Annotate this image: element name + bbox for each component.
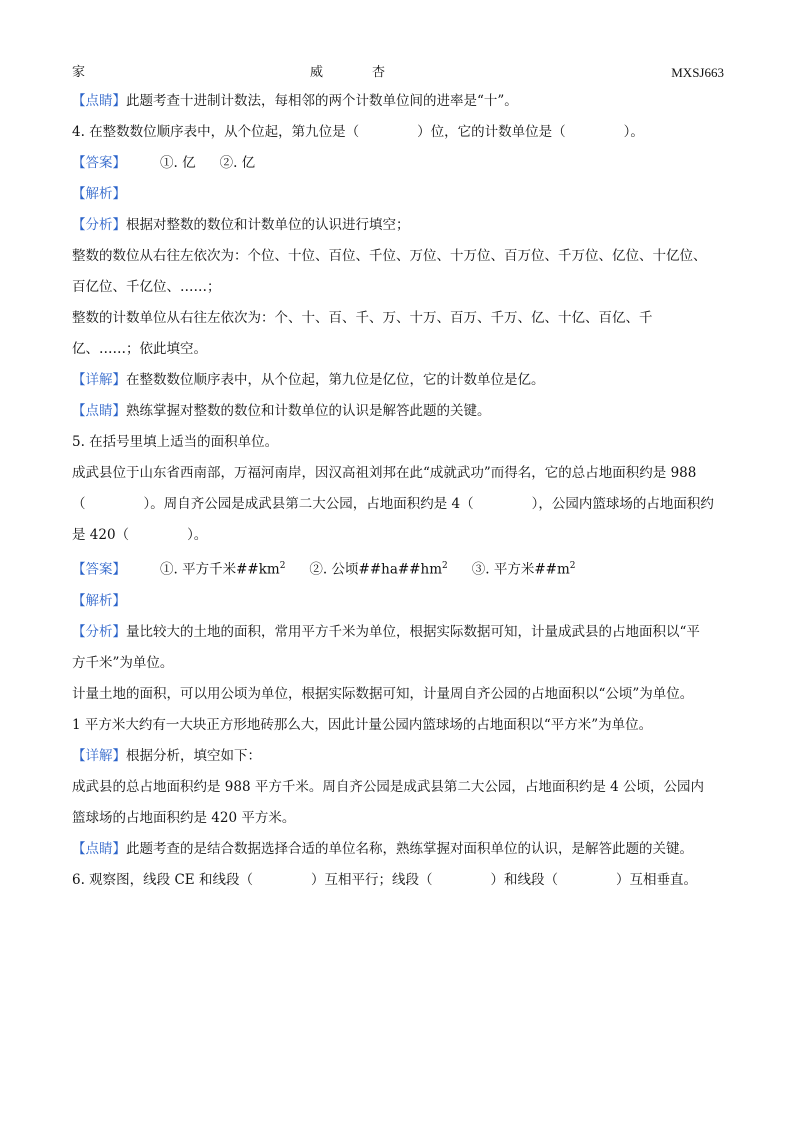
- answer-4-1: ①. 亿: [160, 155, 196, 171]
- answer-5-2-text: ②. 公顷##ha##hm: [309, 561, 442, 578]
- tag-fenxi: 【分析】: [72, 217, 126, 233]
- tag-xiangjie: 【详解】: [72, 372, 126, 388]
- q5-p3-b: ）。: [187, 527, 208, 543]
- dianjing-4: [72, 396, 724, 427]
- dianjing-5-text: 此题考查的是结合数据选择合适的单位名称，熟练掌握对面积单位的认识，是解答此题的关键。: [126, 840, 693, 857]
- para-5-1: 计量土地的面积，可以用公顷为单位，根据实际数据可知，计量周自齐公园的占地面积以“公顷”为单位。: [72, 685, 694, 702]
- tag-xiangjie: 【详解】: [72, 747, 126, 764]
- para-5-2: 1 平方米大约有一大块正方形地砖那么大，因此计量公园内篮球场的占地面积以“平方米”为单位。: [72, 716, 653, 733]
- fenxi-5-cont: 方千米”为单位。: [72, 654, 174, 671]
- document-page: [72, 60, 724, 896]
- answer-5: [72, 551, 724, 586]
- header-code: MXSJ663: [671, 65, 724, 80]
- tag-answer: 【答案】: [72, 561, 126, 578]
- answer-5-3: [472, 551, 576, 586]
- xiangjie-4: [72, 365, 724, 396]
- superscript-2: 2: [569, 561, 576, 571]
- fenxi-4-text: 根据对整数的数位和计数单位的认识进行填空；: [126, 217, 410, 233]
- tag-answer: 【答案】: [72, 155, 126, 171]
- tag-dianjing: 【点睛】: [72, 403, 126, 419]
- para-5-4: 篮球场的占地面积约是 420 平方米。: [72, 809, 296, 826]
- para-4-1: 整数的数位从右往左依次为：个位、十位、百位、千位、万位、十万位、百万位、千万位、亿位、十亿位、: [72, 248, 707, 264]
- fenxi-4: [72, 210, 724, 241]
- header-mid-1: 威: [310, 65, 324, 80]
- answer-4: [72, 148, 724, 179]
- dianjing-5: [72, 834, 724, 865]
- q4-part-a: 4. 在整数数位顺序表中，从个位起，第九位是（: [72, 124, 360, 140]
- xiangjie-5-text: 根据分析，填空如下：: [126, 747, 261, 764]
- superscript-2: 2: [279, 561, 286, 571]
- fenxi-5: [72, 617, 724, 648]
- question-5-para-2: [72, 489, 724, 520]
- q5-p2-c: ），公园内篮球场的占地面积约: [531, 496, 714, 512]
- question-5-para-3: [72, 520, 724, 551]
- jiexi-4: [72, 179, 724, 210]
- header-mid-2: 杏: [372, 65, 386, 80]
- answer-5-3-text: ③. 平方米##m: [471, 561, 570, 578]
- superscript-2: 2: [442, 561, 448, 571]
- answer-4-2: ②. 亿: [219, 155, 256, 171]
- xiangjie-4-text: 在整数数位顺序表中，从个位起，第九位是亿位，它的计数单位是亿。: [126, 372, 545, 388]
- jiexi-5: [72, 586, 724, 617]
- question-4: [72, 117, 724, 148]
- q5-p2-a: （: [72, 496, 86, 512]
- tag-jiexi: 【解析】: [72, 186, 126, 202]
- fenxi-5-text: 量比较大的土地的面积，常用平方千米为单位，根据实际数据可知，计量成武县的占地面积以“平: [126, 623, 700, 640]
- q6-part-c: ）和线段（: [490, 871, 558, 888]
- q5-p2-b: ）。周自齐公园是成武县第二大公园，占地面积约是 4（: [143, 496, 474, 512]
- question-5: 5. 在括号里填上适当的面积单位。: [72, 434, 279, 450]
- q6-part-b: ）互相平行；线段（: [310, 871, 433, 888]
- tag-dianjing: 【点睛】: [72, 93, 126, 109]
- para-4-4: 亿、……；依此填空。: [72, 341, 207, 357]
- answer-5-1: [160, 551, 285, 586]
- tag-fenxi: 【分析】: [72, 623, 126, 640]
- dianjing-4-text: 熟练掌握对整数的数位和计数单位的认识是解答此题的关键。: [126, 403, 491, 419]
- question-5-para-1: 成武县位于山东省西南部，万福河南岸，因汉高祖刘邦在此“成就武功”而得名，它的总占地面积约是 988: [72, 465, 697, 481]
- para-5-3: 成武县的总占地面积约是 988 平方千米。周自齐公园是成武县第二大公园，占地面积约是 4 公顷，公园内: [72, 778, 705, 795]
- q5-p3-a: 是 420（: [72, 527, 130, 543]
- q6-part-a: 6. 观察图，线段 CE 和线段（: [72, 871, 253, 888]
- tag-jiexi: 【解析】: [72, 592, 126, 609]
- question-6: [72, 865, 724, 896]
- q6-part-d: ）互相垂直。: [615, 871, 697, 888]
- xiangjie-5: [72, 741, 724, 772]
- q4-part-c: ）。: [623, 124, 644, 140]
- answer-5-1-text: ①. 平方千米##km: [160, 561, 280, 578]
- answer-5-2: [309, 551, 447, 586]
- header-left: 家: [72, 65, 86, 80]
- dianjing-3: [72, 86, 724, 117]
- para-4-2: 百亿位、千亿位、……；: [72, 279, 221, 295]
- dianjing-3-text: 此题考查十进制计数法，每相邻的两个计数单位间的进率是“十”。: [126, 93, 518, 109]
- page-header: [72, 60, 724, 86]
- tag-dianjing: 【点睛】: [72, 840, 126, 857]
- para-4-3: 整数的计数单位从右往左依次为：个、十、百、千、万、十万、百万、千万、亿、十亿、百亿、千: [72, 310, 653, 326]
- q4-part-b: ）位，它的计数单位是（: [417, 124, 566, 140]
